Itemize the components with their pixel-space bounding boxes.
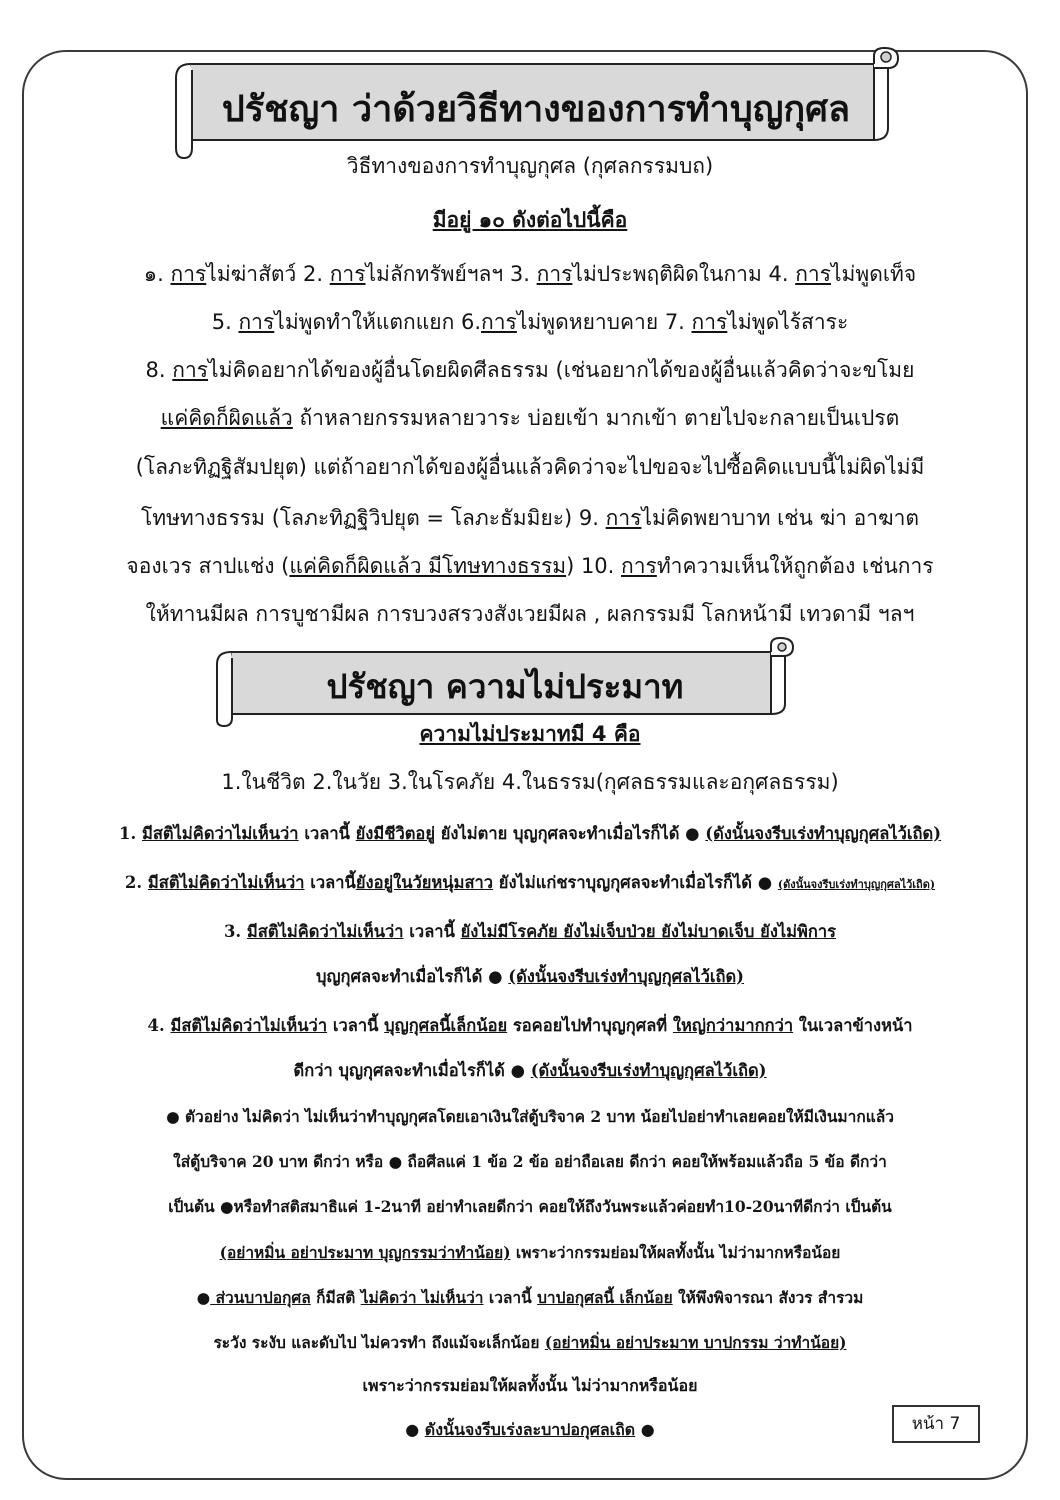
subtitle-four-items — [40, 718, 1020, 751]
list-line-3: 8. การไม่คิดอยากได้ของผู้อื่นโดยผิดศีลธรรม (เช่นอยากได้ของผู้อื่นแล้วคิดว่าจะขโมย — [145, 358, 915, 382]
heed-item-3: 3. มีสติไม่คิดว่าไม่เห็นว่า เวลานี้ ยังไม่มีโรคภัย ยังไม่เจ็บป่วย ยังไม่บาดเจ็บ ยังไม่พิการ — [223, 922, 837, 941]
list-line-6: โทษทางธรรม (โลภะทิฏฐิวิปยุต = โลภะธัมมิยะ) 9. การไม่คิดพยาบาท เช่น ฆ่า อาฆาต — [140, 506, 920, 530]
title-banner-1 — [162, 40, 910, 160]
example-line-4: (อย่าหมิ่น อย่าประมาท บุญกรรมว่าทำน้อย) เพราะว่ากรรมย่อมให้ผลทั้งนั้น ไม่ว่ามากหรือน้อย — [219, 1243, 841, 1262]
page-number: หน้า 7 — [892, 1405, 980, 1443]
heed-item-2: 2. มีสติไม่คิดว่าไม่เห็นว่า เวลานี้ยังอยู่ในวัยหนุ่มสาว ยังไม่แก่ชราบุญกุศลจะทำเมื่อไรก็ได้ ● (ดังนั้นจงรีบเร่งทำบุญกุศลไว้เถิด) — [124, 873, 936, 892]
example-line-7: เพราะว่ากรรมย่อมให้ผลทั้งนั้น ไม่ว่ามากหรือน้อย — [362, 1376, 698, 1395]
example-line-5: ● ส่วนบาปอกุศล ก็มีสติ ไม่คิดว่า ไม่เห็นว่า เวลานี้ บาปอกุศลนี้ เล็กน้อย ให้พึงพิจารณา สังวร สำรวม — [196, 1288, 864, 1307]
heed-item-3-cont: บุญกุศลจะทำเมื่อไรก็ได้ ● (ดังนั้นจงรีบเร่งทำบุญกุศลไว้เถิด) — [316, 967, 744, 986]
subtitle-merit-ways: วิธีทางของการทำบุญกุศล (กุศลกรรมบถ) — [346, 154, 714, 178]
heading-heedfulness: ปรัชญา ความไม่ประมาท — [326, 667, 684, 706]
title-banner-2 — [205, 632, 805, 728]
list-line-5: (โลภะทิฏฐิสัมปยุต) แต่ถ้าอยากได้ของผู้อื่นแล้วคิดว่าจะไปขอจะไปซื้อคิดแบบนี้ไม่ผิดไม่มี — [135, 455, 925, 479]
heed-item-4-cont: ดีกว่า บุญกุศลจะทำเมื่อไรก็ได้ ● (ดังนั้นจงรีบเร่งทำบุญกุศลไว้เถิด) — [293, 1061, 767, 1080]
example-line-3: เป็นต้น ●หรือทำสติสมาธิแค่ 1-2นาที อย่าทำเลยดีกว่า คอยให้ถึงวันพระแล้วค่อยทำ10-20นาทีดีกว่า เป็นต้น — [168, 1197, 892, 1216]
subtitle-ten-items — [40, 204, 1020, 237]
example-line-1: ● ตัวอย่าง ไม่คิดว่า ไม่เห็นว่าทำบุญกุศลโดยเอาเงินใส่ตู้บริจาค 2 บาท น้อยไปอย่าทำเลยคอยให้มีเงินมากแล้ว — [166, 1107, 894, 1126]
list-line-1: ๑. การไม่ฆ่าสัตว์ 2. การไม่ลักทรัพย์ฯลฯ 3. การไม่ประพฤติผิดในกาม 4. การไม่พูดเท็จ — [143, 262, 917, 286]
heed-item-1: 1. มีสติไม่คิดว่าไม่เห็นว่า เวลานี้ ยังมีชีวิตอยู่ ยังไม่ตาย บุญกุศลจะทำเมื่อไรก็ได้ ● (ดังนั้นจงรีบเร่งทำบุญกุศลไว้เถิด) — [118, 824, 942, 843]
subtitle-ten-items-text: มีอยู่ ๑๐ ดังต่อไปนี้คือ — [432, 208, 628, 232]
four-items-list: 1.ในชีวิต 2.ในวัย 3.ในโรคภัย 4.ในธรรม(กุศลธรรมและอกุศลธรรม) — [221, 770, 839, 794]
list-line-7: จองเวร สาปแช่ง (แค่คิดก็ผิดแล้ว มีโทษทางธรรม) 10. การทำความเห็นให้ถูกต้อง เช่นการ — [126, 554, 934, 578]
closing-line: ● ดังนั้นจงรีบเร่งละบาปอกุศลเถิด ● — [405, 1420, 655, 1439]
list-line-8: ให้ทานมีผล การบูชามีผล การบวงสรวงสังเวยมีผล , ผลกรรมมี โลกหน้ามี เทวดามี ฯลฯ — [145, 602, 915, 626]
example-line-2: ใส่ตู้บริจาค 20 บาท ดีกว่า หรือ ● ถือศีลแค่ 1 ข้อ 2 ข้อ อย่าถือเลย ดีกว่า คอยให้พร้อมแล้วถือ 5 ข้อ ดีกว่า — [173, 1152, 887, 1171]
heading-philosophy-merit: ปรัชญา ว่าด้วยวิธีทางของการทำบุญกุศล — [221, 89, 851, 130]
list-line-2: 5. การไม่พูดทำให้แตกแยก 6.การไม่พูดหยาบคาย 7. การไม่พูดไร้สาระ — [211, 310, 849, 334]
example-line-6: ระวัง ระงับ และดับไป ไม่ควรทำ ถึงแม้จะเล็กน้อย (อย่าหมิ่น อย่าประมาท บาปกรรม ว่าทำน้อย) — [213, 1333, 847, 1352]
subtitle-four-items-text: ความไม่ประมาทมี 4 คือ — [419, 722, 641, 746]
heed-item-4: 4. มีสติไม่คิดว่าไม่เห็นว่า เวลานี้ บุญกุศลนี้เล็กน้อย รอคอยไปทำบุญกุศลที่ ใหญ่กว่ามากกว่า ในเวลาข้างหน้า — [147, 1016, 913, 1035]
list-line-4: แค่คิดก็ผิดแล้ว ถ้าหลายกรรมหลายวาระ บ่อยเข้า มากเข้า ตายไปจะกลายเป็นเปรต — [160, 406, 900, 430]
